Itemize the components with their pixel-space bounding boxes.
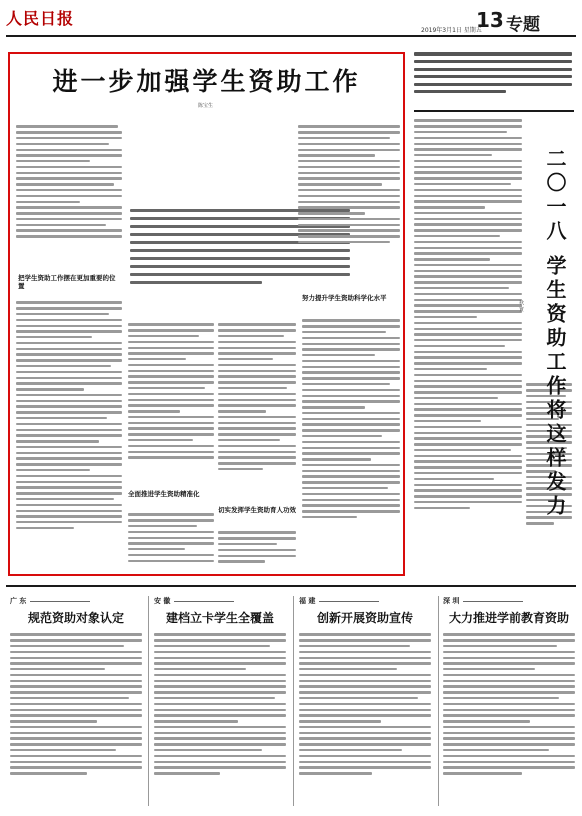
- province-headline: 创新开展资助宣传: [316, 611, 413, 625]
- sidebar-body: [414, 116, 522, 578]
- subhead-1: 把学生资助工作摆在更加重要的位置: [18, 274, 116, 290]
- subhead-2: 全面推进学生资助精准化: [128, 490, 200, 498]
- province-article-fujian: [299, 596, 431, 808]
- body-column-8: [302, 316, 400, 570]
- body-column-3: [16, 298, 122, 570]
- feature-article: [8, 52, 405, 576]
- province-article-shenzhen: [443, 596, 575, 808]
- column-separator: [148, 596, 149, 806]
- issue-date: 2019年3月1日 星期五: [421, 27, 482, 34]
- column-separator: [438, 596, 439, 806]
- body-column-7: [218, 528, 296, 572]
- masthead-divider: [6, 35, 576, 37]
- province-tag: 福 建: [299, 596, 379, 606]
- subhead-3: 切实发挥学生资助育人功效: [218, 506, 296, 514]
- province-body: [10, 630, 142, 806]
- subhead-4: 努力提升学生资助科学化水平: [302, 294, 387, 302]
- sidebar-intro: [414, 48, 572, 106]
- sidebar-byline: 秋 實: [518, 300, 524, 312]
- newspaper-logo: 人民日报: [6, 9, 75, 28]
- province-body: [443, 630, 575, 806]
- column-separator: [293, 596, 294, 806]
- sidebar-divider: [414, 110, 574, 112]
- province-body: [154, 630, 286, 806]
- province-tag: 深 圳: [443, 596, 523, 606]
- province-headline: 建档立卡学生全覆盖: [165, 611, 274, 625]
- body-column-4: [128, 320, 214, 484]
- section-name: 专题: [506, 15, 540, 35]
- sidebar-title: 二〇一八 学生资助工作将这样发力: [543, 148, 567, 519]
- body-column-2: [298, 122, 400, 287]
- body-column-5: [128, 510, 214, 570]
- bottom-strip-divider: [6, 585, 576, 587]
- province-headline: 大力推进学前教育资助: [448, 611, 569, 625]
- body-column-6: [218, 320, 296, 496]
- province-article-guangdong: [10, 596, 142, 808]
- province-tag: 安 徽: [154, 596, 234, 606]
- province-body: [299, 630, 431, 806]
- article-byline: 陈宝生: [198, 103, 214, 109]
- article-headline: 进一步加强学生资助工作: [52, 67, 361, 96]
- province-headline: 规范资助对象认定: [27, 611, 124, 625]
- province-tag: 广 东: [10, 596, 90, 606]
- province-article-anhui: [154, 596, 286, 808]
- body-column-1: [16, 122, 122, 272]
- page-number: 13: [476, 8, 504, 32]
